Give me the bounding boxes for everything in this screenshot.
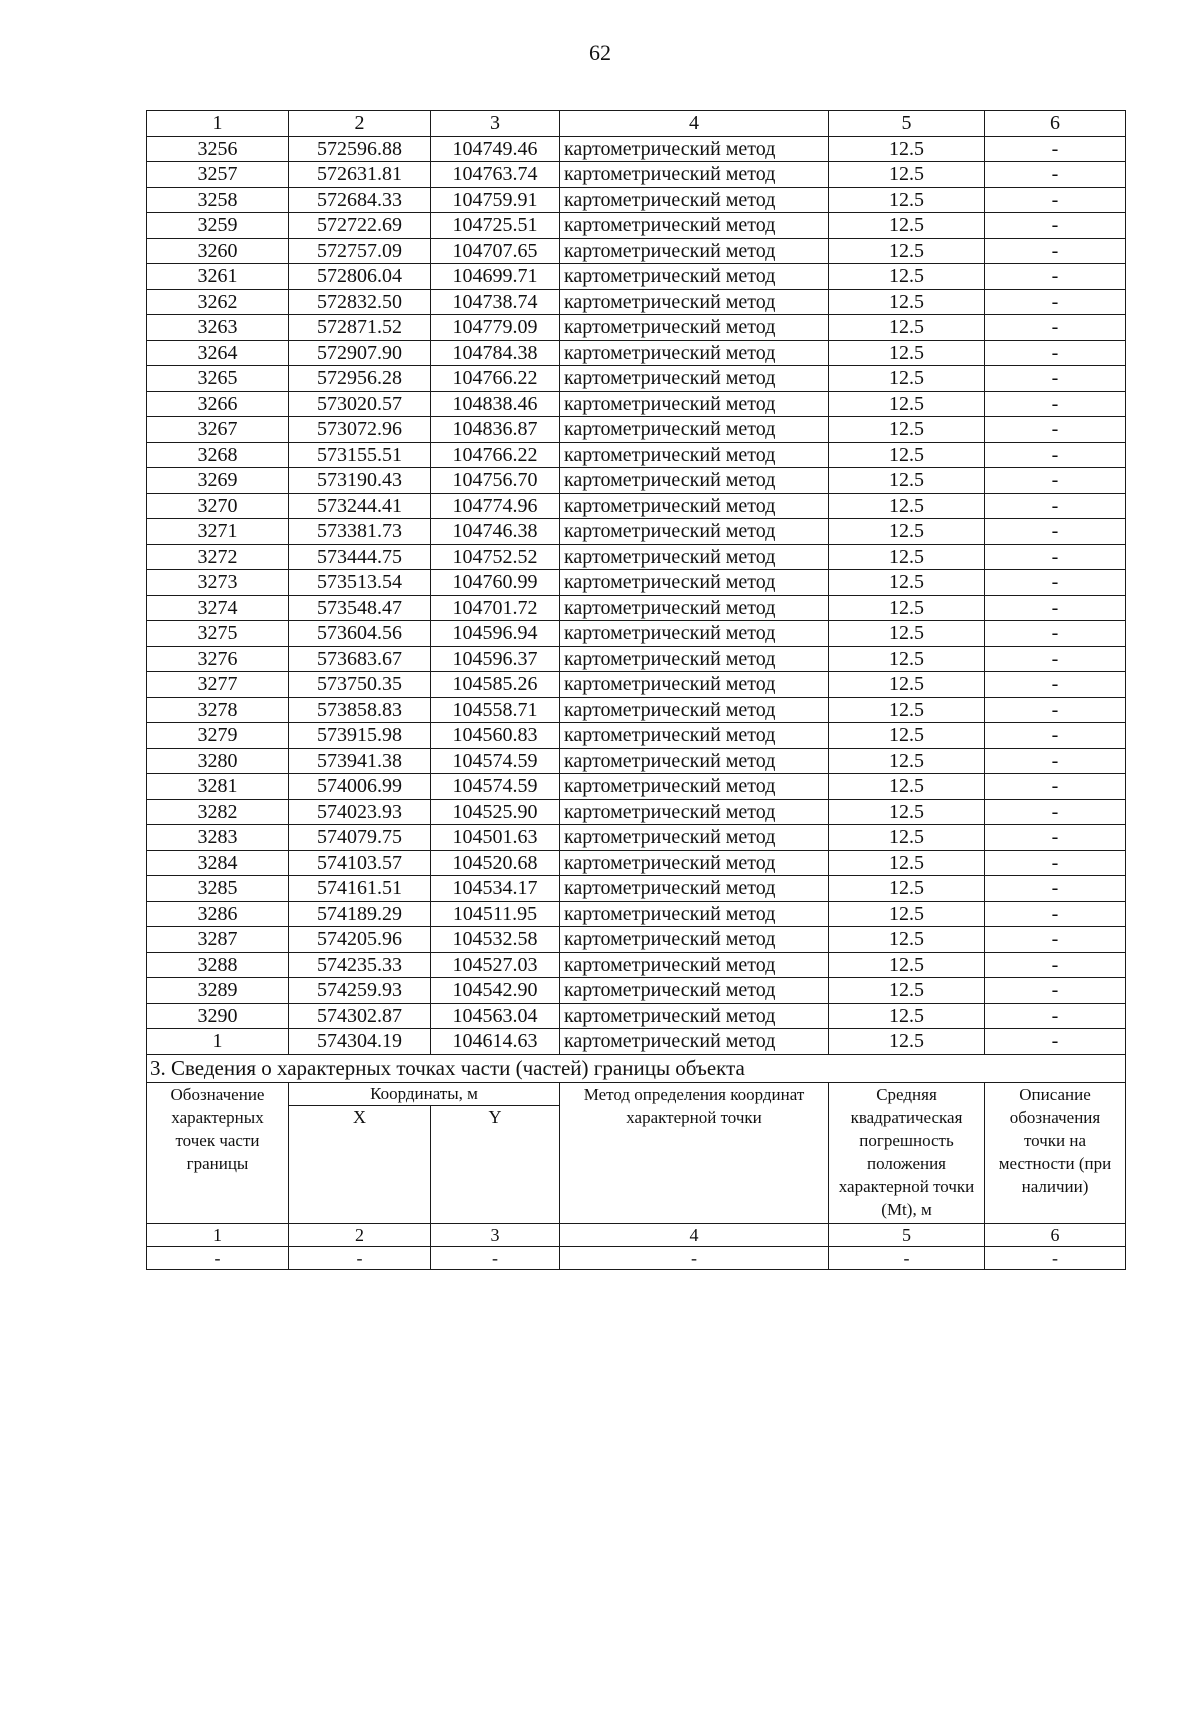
description: -: [985, 340, 1126, 366]
y-coordinate: 104763.74: [431, 162, 560, 188]
y-coordinate: 104614.63: [431, 1029, 560, 1055]
error-value: 12.5: [829, 876, 985, 902]
error-value: 12.5: [829, 901, 985, 927]
y-coordinate: 104774.96: [431, 493, 560, 519]
section3-title-row: [147, 1054, 1126, 1082]
description: -: [985, 238, 1126, 264]
error-value: 12.5: [829, 136, 985, 162]
description: -: [985, 315, 1126, 341]
error-value: 12.5: [829, 850, 985, 876]
y-coordinate: 104542.90: [431, 978, 560, 1004]
column-number: 5: [829, 111, 985, 137]
point-number: 3261: [147, 264, 289, 290]
point-number: 3270: [147, 493, 289, 519]
error-value: 12.5: [829, 697, 985, 723]
point-number: 3264: [147, 340, 289, 366]
x-coordinate: 573604.56: [289, 621, 431, 647]
column-number: 6: [985, 1223, 1126, 1246]
y-coordinate: 104707.65: [431, 238, 560, 264]
x-coordinate: 574189.29: [289, 901, 431, 927]
x-coordinate: 573858.83: [289, 697, 431, 723]
x-coordinate: 574023.93: [289, 799, 431, 825]
method: картометрический метод: [560, 187, 829, 213]
y-coordinate: 104532.58: [431, 927, 560, 953]
description: -: [985, 493, 1126, 519]
table-row: [147, 315, 1126, 341]
error-value: 12.5: [829, 1003, 985, 1029]
table-cell: -: [985, 1246, 1126, 1269]
description: -: [985, 1029, 1126, 1055]
x-coordinate: 574079.75: [289, 825, 431, 851]
point-number: 3272: [147, 544, 289, 570]
table-row: [147, 468, 1126, 494]
point-number: 3259: [147, 213, 289, 239]
table-row: [147, 748, 1126, 774]
table-row: [147, 417, 1126, 443]
x-coordinate: 573190.43: [289, 468, 431, 494]
error-value: 12.5: [829, 570, 985, 596]
x-coordinate: 573941.38: [289, 748, 431, 774]
point-number: 3257: [147, 162, 289, 188]
column-number: 1: [147, 111, 289, 137]
point-number: 3267: [147, 417, 289, 443]
method: картометрический метод: [560, 315, 829, 341]
error-value: 12.5: [829, 340, 985, 366]
table-row: [147, 213, 1126, 239]
description: -: [985, 595, 1126, 621]
x-coordinate: 574205.96: [289, 927, 431, 953]
point-number: 1: [147, 1029, 289, 1055]
error-value: 12.5: [829, 162, 985, 188]
point-number: 3265: [147, 366, 289, 392]
table-row: [147, 646, 1126, 672]
x-coordinate: 573548.47: [289, 595, 431, 621]
error-value: 12.5: [829, 391, 985, 417]
point-number: 3274: [147, 595, 289, 621]
description: -: [985, 952, 1126, 978]
description: -: [985, 391, 1126, 417]
description: -: [985, 876, 1126, 902]
error-value: 12.5: [829, 952, 985, 978]
description: -: [985, 264, 1126, 290]
table-row: [147, 264, 1126, 290]
table-cell: -: [289, 1246, 431, 1269]
description-header: Описание обозначения точки на местности (при наличии): [985, 1082, 1126, 1223]
y-coordinate: 104596.94: [431, 621, 560, 647]
description: -: [985, 213, 1126, 239]
table-row: [147, 570, 1126, 596]
point-number: 3286: [147, 901, 289, 927]
x-coordinate: 573381.73: [289, 519, 431, 545]
point-number: 3280: [147, 748, 289, 774]
x-coordinate: 573750.35: [289, 672, 431, 698]
error-value: 12.5: [829, 187, 985, 213]
column-number: 5: [829, 1223, 985, 1246]
method: картометрический метод: [560, 1003, 829, 1029]
point-number: 3278: [147, 697, 289, 723]
coordinates-table: [146, 110, 1126, 1270]
description: -: [985, 646, 1126, 672]
error-value: 12.5: [829, 213, 985, 239]
method: картометрический метод: [560, 978, 829, 1004]
point-number: 3288: [147, 952, 289, 978]
error-value: 12.5: [829, 825, 985, 851]
y-coordinate: 104585.26: [431, 672, 560, 698]
y-coordinate: 104752.52: [431, 544, 560, 570]
table-row: [147, 697, 1126, 723]
point-number: 3266: [147, 391, 289, 417]
method: картометрический метод: [560, 621, 829, 647]
error-value: 12.5: [829, 646, 985, 672]
x-coordinate: 573072.96: [289, 417, 431, 443]
y-coordinate: 104759.91: [431, 187, 560, 213]
table-row: [147, 952, 1126, 978]
error-header: Средняя квадратическая погрешность положения характерной точки (Mt), м: [829, 1082, 985, 1223]
point-number: 3260: [147, 238, 289, 264]
x-coordinate: 573683.67: [289, 646, 431, 672]
description: -: [985, 136, 1126, 162]
description: -: [985, 442, 1126, 468]
x-coordinate: 574259.93: [289, 978, 431, 1004]
method: картометрический метод: [560, 901, 829, 927]
table-row: [147, 519, 1126, 545]
column-number: 3: [431, 1223, 560, 1246]
error-value: 12.5: [829, 595, 985, 621]
description: -: [985, 1003, 1126, 1029]
y-coordinate: 104699.71: [431, 264, 560, 290]
point-number: 3283: [147, 825, 289, 851]
designation-header: Обозначение характерных точек части границы: [147, 1082, 289, 1223]
y-coordinate: 104596.37: [431, 646, 560, 672]
section3-empty-row: [147, 1246, 1126, 1269]
point-number: 3262: [147, 289, 289, 315]
description: -: [985, 162, 1126, 188]
description: -: [985, 366, 1126, 392]
error-value: 12.5: [829, 978, 985, 1004]
description: -: [985, 850, 1126, 876]
error-value: 12.5: [829, 621, 985, 647]
table-row: [147, 340, 1126, 366]
x-coordinate: 572684.33: [289, 187, 431, 213]
y-coordinate: 104701.72: [431, 595, 560, 621]
method: картометрический метод: [560, 366, 829, 392]
error-value: 12.5: [829, 519, 985, 545]
description: -: [985, 621, 1126, 647]
method: картометрический метод: [560, 850, 829, 876]
error-value: 12.5: [829, 417, 985, 443]
x-coordinate: 572871.52: [289, 315, 431, 341]
method: картометрический метод: [560, 646, 829, 672]
x-coordinate: 574103.57: [289, 850, 431, 876]
error-value: 12.5: [829, 799, 985, 825]
table-row: [147, 774, 1126, 800]
table-row: [147, 493, 1126, 519]
column-number: 6: [985, 111, 1126, 137]
description: -: [985, 697, 1126, 723]
y-coordinate: 104836.87: [431, 417, 560, 443]
point-number: 3282: [147, 799, 289, 825]
x-coordinate: 572956.28: [289, 366, 431, 392]
column-number-row: [147, 111, 1126, 137]
table-row: [147, 289, 1126, 315]
x-header: X: [289, 1105, 431, 1223]
table-row: [147, 136, 1126, 162]
point-number: 3258: [147, 187, 289, 213]
y-coordinate: 104558.71: [431, 697, 560, 723]
table-row: [147, 850, 1126, 876]
table-cell: -: [560, 1246, 829, 1269]
table-cell: -: [431, 1246, 560, 1269]
error-value: 12.5: [829, 1029, 985, 1055]
x-coordinate: 573915.98: [289, 723, 431, 749]
y-coordinate: 104574.59: [431, 774, 560, 800]
error-value: 12.5: [829, 927, 985, 953]
x-coordinate: 573513.54: [289, 570, 431, 596]
error-value: 12.5: [829, 315, 985, 341]
error-value: 12.5: [829, 264, 985, 290]
y-coordinate: 104525.90: [431, 799, 560, 825]
y-header: Y: [431, 1105, 560, 1223]
y-coordinate: 104527.03: [431, 952, 560, 978]
description: -: [985, 748, 1126, 774]
x-coordinate: 574304.19: [289, 1029, 431, 1055]
description: -: [985, 901, 1126, 927]
table-cell: -: [147, 1246, 289, 1269]
method: картометрический метод: [560, 213, 829, 239]
point-number: 3285: [147, 876, 289, 902]
point-number: 3271: [147, 519, 289, 545]
y-coordinate: 104560.83: [431, 723, 560, 749]
column-number: 4: [560, 111, 829, 137]
point-number: 3256: [147, 136, 289, 162]
y-coordinate: 104779.09: [431, 315, 560, 341]
y-coordinate: 104746.38: [431, 519, 560, 545]
error-value: 12.5: [829, 289, 985, 315]
description: -: [985, 723, 1126, 749]
table-row: [147, 366, 1126, 392]
x-coordinate: 574006.99: [289, 774, 431, 800]
method: картометрический метод: [560, 544, 829, 570]
description: -: [985, 799, 1126, 825]
description: -: [985, 187, 1126, 213]
y-coordinate: 104838.46: [431, 391, 560, 417]
point-number: 3290: [147, 1003, 289, 1029]
error-value: 12.5: [829, 723, 985, 749]
x-coordinate: 573244.41: [289, 493, 431, 519]
table-row: [147, 927, 1126, 953]
method: картометрический метод: [560, 391, 829, 417]
point-number: 3279: [147, 723, 289, 749]
description: -: [985, 825, 1126, 851]
table-row: [147, 442, 1126, 468]
description: -: [985, 672, 1126, 698]
table-row: [147, 1003, 1126, 1029]
y-coordinate: 104738.74: [431, 289, 560, 315]
method: картометрический метод: [560, 876, 829, 902]
y-coordinate: 104766.22: [431, 442, 560, 468]
y-coordinate: 104766.22: [431, 366, 560, 392]
x-coordinate: 572596.88: [289, 136, 431, 162]
description: -: [985, 417, 1126, 443]
method: картометрический метод: [560, 595, 829, 621]
x-coordinate: 572907.90: [289, 340, 431, 366]
table-row: [147, 162, 1126, 188]
table-row: [147, 595, 1126, 621]
table-row: [147, 672, 1126, 698]
table-row: [147, 799, 1126, 825]
error-value: 12.5: [829, 774, 985, 800]
point-number: 3263: [147, 315, 289, 341]
method: картометрический метод: [560, 136, 829, 162]
method: картометрический метод: [560, 697, 829, 723]
table-row: [147, 825, 1126, 851]
method: картометрический метод: [560, 748, 829, 774]
error-value: 12.5: [829, 238, 985, 264]
error-value: 12.5: [829, 442, 985, 468]
y-coordinate: 104563.04: [431, 1003, 560, 1029]
description: -: [985, 519, 1126, 545]
point-number: 3276: [147, 646, 289, 672]
method: картометрический метод: [560, 723, 829, 749]
method: картометрический метод: [560, 417, 829, 443]
method: картометрический метод: [560, 927, 829, 953]
y-coordinate: 104520.68: [431, 850, 560, 876]
error-value: 12.5: [829, 544, 985, 570]
x-coordinate: 574235.33: [289, 952, 431, 978]
section3-body: [147, 1054, 1126, 1269]
y-coordinate: 104511.95: [431, 901, 560, 927]
point-number: 3275: [147, 621, 289, 647]
column-number: 2: [289, 111, 431, 137]
method: картометрический метод: [560, 162, 829, 188]
description: -: [985, 544, 1126, 570]
y-coordinate: 104501.63: [431, 825, 560, 851]
point-number: 3277: [147, 672, 289, 698]
y-coordinate: 104725.51: [431, 213, 560, 239]
method: картометрический метод: [560, 672, 829, 698]
description: -: [985, 927, 1126, 953]
section3-title: 3. Сведения о характерных точках части (частей) границы объекта: [147, 1054, 1126, 1082]
x-coordinate: 572722.69: [289, 213, 431, 239]
coordinates-header: Координаты, м: [289, 1082, 560, 1105]
point-number: 3289: [147, 978, 289, 1004]
table-row: [147, 978, 1126, 1004]
point-number: 3268: [147, 442, 289, 468]
method-header: Метод определения координат характерной точки: [560, 1082, 829, 1223]
description: -: [985, 978, 1126, 1004]
x-coordinate: 572631.81: [289, 162, 431, 188]
method: картометрический метод: [560, 1029, 829, 1055]
method: картометрический метод: [560, 238, 829, 264]
page-number: 62: [589, 40, 611, 65]
section3-header-row: [147, 1082, 1126, 1105]
x-coordinate: 574161.51: [289, 876, 431, 902]
method: картометрический метод: [560, 442, 829, 468]
x-coordinate: 574302.87: [289, 1003, 431, 1029]
description: -: [985, 289, 1126, 315]
y-coordinate: 104784.38: [431, 340, 560, 366]
point-number: 3269: [147, 468, 289, 494]
method: картометрический метод: [560, 493, 829, 519]
table-row: [147, 238, 1126, 264]
description: -: [985, 570, 1126, 596]
table-row: [147, 876, 1126, 902]
x-coordinate: 573155.51: [289, 442, 431, 468]
description: -: [985, 468, 1126, 494]
table-row: [147, 621, 1126, 647]
column-number: 4: [560, 1223, 829, 1246]
x-coordinate: 572757.09: [289, 238, 431, 264]
method: картометрический метод: [560, 799, 829, 825]
x-coordinate: 573444.75: [289, 544, 431, 570]
column-number: 1: [147, 1223, 289, 1246]
error-value: 12.5: [829, 748, 985, 774]
description: -: [985, 774, 1126, 800]
y-coordinate: 104574.59: [431, 748, 560, 774]
y-coordinate: 104760.99: [431, 570, 560, 596]
section3-number-row: [147, 1223, 1126, 1246]
y-coordinate: 104534.17: [431, 876, 560, 902]
method: картометрический метод: [560, 825, 829, 851]
table-row: [147, 187, 1126, 213]
method: картометрический метод: [560, 468, 829, 494]
x-coordinate: 573020.57: [289, 391, 431, 417]
error-value: 12.5: [829, 366, 985, 392]
y-coordinate: 104756.70: [431, 468, 560, 494]
x-coordinate: 572806.04: [289, 264, 431, 290]
method: картометрический метод: [560, 519, 829, 545]
error-value: 12.5: [829, 493, 985, 519]
column-number: 3: [431, 111, 560, 137]
method: картометрический метод: [560, 340, 829, 366]
method: картометрический метод: [560, 570, 829, 596]
method: картометрический метод: [560, 289, 829, 315]
main-table-body: [147, 111, 1126, 1055]
point-number: 3287: [147, 927, 289, 953]
point-number: 3281: [147, 774, 289, 800]
table-row: [147, 391, 1126, 417]
point-number: 3284: [147, 850, 289, 876]
method: картометрический метод: [560, 264, 829, 290]
x-coordinate: 572832.50: [289, 289, 431, 315]
column-number: 2: [289, 1223, 431, 1246]
table-row: [147, 723, 1126, 749]
point-number: 3273: [147, 570, 289, 596]
error-value: 12.5: [829, 672, 985, 698]
error-value: 12.5: [829, 468, 985, 494]
method: картометрический метод: [560, 952, 829, 978]
method: картометрический метод: [560, 774, 829, 800]
table-cell: -: [829, 1246, 985, 1269]
table-row: [147, 901, 1126, 927]
table-row: [147, 544, 1126, 570]
table-row: [147, 1029, 1126, 1055]
y-coordinate: 104749.46: [431, 136, 560, 162]
